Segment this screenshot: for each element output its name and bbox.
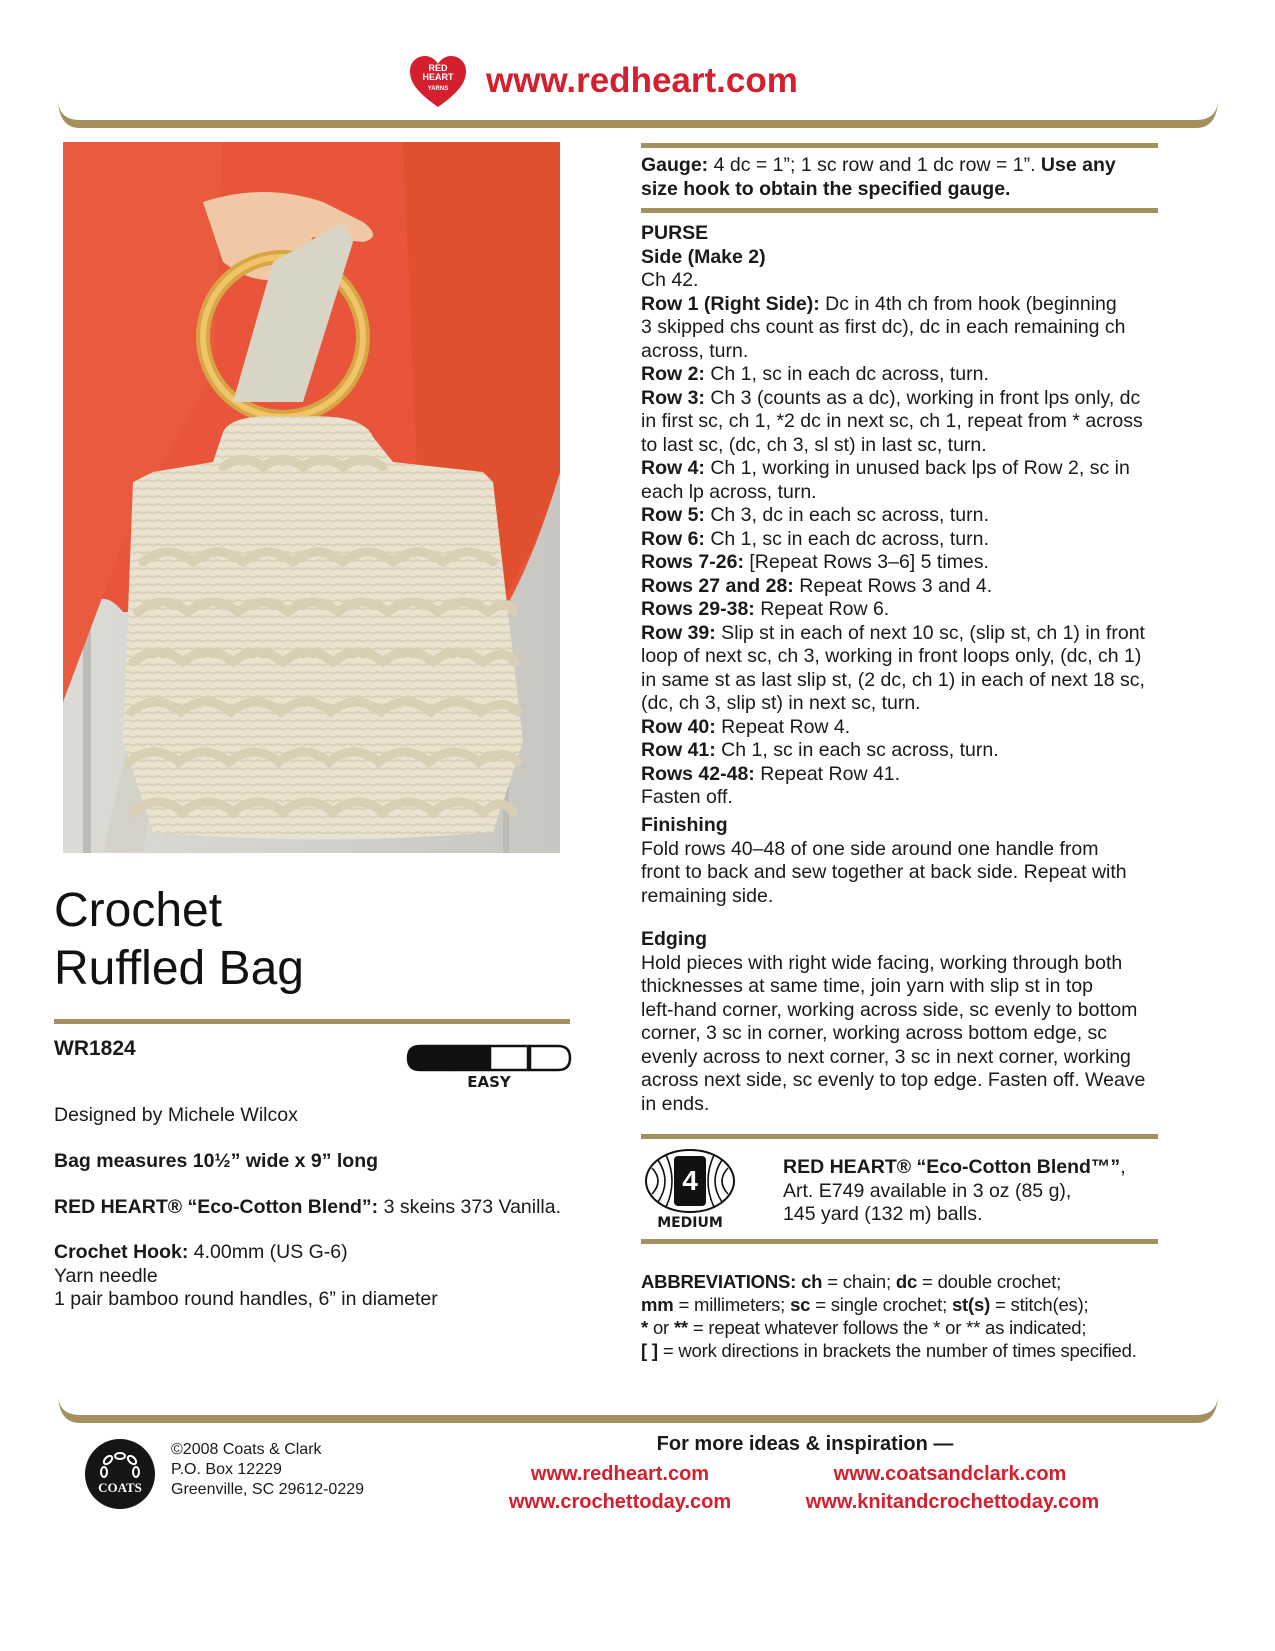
row-label: Row 40: — [641, 715, 716, 738]
bag-photo — [63, 142, 560, 853]
title-rule — [54, 1019, 570, 1024]
abbrev-term: dc — [895, 1271, 918, 1292]
row-text: Ch 3, dc in each sc across, turn. — [704, 504, 989, 526]
row-instruction — [641, 293, 1145, 317]
skill-level-bars — [406, 1044, 572, 1072]
row-continuation: in same st as last slip st, (2 dc, ch 1) in each of next 18 sc, — [641, 668, 1145, 691]
row-text: Repeat Row 4. — [715, 715, 851, 738]
row-text: Repeat Row 6. — [754, 598, 890, 620]
yarn-weight-label: MEDIUM — [657, 1215, 723, 1231]
yarn-article: Art. E749 available in 3 oz (85 g), — [783, 1179, 1072, 1202]
chain-start: Ch 42. — [641, 269, 699, 291]
logo-text-yarns: YARNS — [427, 86, 449, 92]
hook-label: Crochet Hook: — [54, 1241, 189, 1263]
gauge-note-1: Use any — [1035, 154, 1116, 176]
row-continuation: across, turn. — [641, 339, 749, 362]
row-instruction — [641, 763, 1145, 787]
finishing — [641, 814, 1127, 908]
bag-measurements: Bag measures 10½” wide x 9” long — [54, 1150, 379, 1172]
rows-list — [641, 293, 1145, 787]
footer-link-coatsandclark[interactable]: www.coatsandclark.com — [833, 1463, 1067, 1485]
handles: 1 pair bamboo round handles, 6” in diameter — [54, 1288, 438, 1310]
row-continuation: in first sc, ch 1, *2 dc in next sc, ch 1, repeat from * across — [641, 410, 1143, 432]
row-label: Rows 29-38: — [641, 598, 755, 620]
row-instruction — [641, 716, 1145, 740]
header-swoosh — [58, 98, 1218, 130]
row-label: Row 2: — [641, 363, 705, 385]
row-text: Repeat Rows 3 and 4. — [793, 574, 993, 597]
fasten-off: Fasten off. — [641, 786, 733, 808]
pattern-title — [54, 882, 304, 998]
yarn-name-tail: , — [1120, 1156, 1126, 1178]
row-continuation: 3 skipped chs count as first dc), dc in each remaining ch — [641, 316, 1126, 338]
row-continuation: (dc, ch 3, slip st) in next sc, turn. — [641, 692, 921, 714]
abbrev-text: = repeat whatever follows the * or ** as indicated; — [687, 1317, 1087, 1338]
row-text: Ch 1, sc in each sc across, turn. — [715, 739, 999, 761]
row-instruction — [641, 598, 1145, 622]
abbrev-text: = work directions in brackets the number of times specified. — [657, 1340, 1137, 1361]
finishing-line: remaining side. — [641, 884, 774, 907]
copyright: ©2008 Coats & Clark — [171, 1441, 322, 1458]
yarn-requirement — [54, 1196, 561, 1220]
row-text: Ch 1, sc in each dc across, turn. — [704, 527, 989, 550]
side-heading: Side (Make 2) — [641, 245, 766, 268]
row-instruction — [641, 575, 1145, 599]
gauge-label: Gauge: — [641, 154, 709, 176]
footer-swoosh — [58, 1393, 1218, 1425]
row-text: Dc in 4th ch from hook (beginning — [819, 292, 1117, 315]
header-url[interactable]: www.redheart.com — [486, 61, 798, 100]
footer-link-redheart[interactable]: www.redheart.com — [530, 1463, 710, 1485]
company-address — [171, 1440, 364, 1500]
row-label: Rows 42-48: — [641, 762, 755, 785]
coats-logo — [84, 1438, 156, 1510]
finishing-heading: Finishing — [641, 814, 728, 836]
yarn-weight-number: 4 — [682, 1165, 698, 1196]
abbrev-term: sc — [790, 1294, 811, 1315]
abbreviations — [641, 1270, 1137, 1362]
row-instruction — [641, 739, 1145, 763]
yarn-weight-icon — [644, 1148, 736, 1234]
skill-level-label: EASY — [467, 1073, 511, 1091]
coats-logo-text: COATS — [98, 1480, 142, 1495]
abbrev-term: [ ] — [641, 1340, 658, 1361]
edging-line: left-hand corner, working across side, sc evenly to bottom — [641, 998, 1138, 1021]
more-ideas: For more ideas & inspiration — — [656, 1433, 954, 1455]
edging-line: thicknesses at same time, join yarn with slip st in top — [641, 975, 1093, 997]
row-text: Slip st in each of next 10 sc, (slip st, ch 1) in front — [715, 621, 1145, 644]
edging-heading: Edging — [641, 928, 708, 950]
row-label: Row 39: — [641, 621, 716, 644]
row-continuation: each lp across, turn. — [641, 480, 817, 503]
yarn-details — [783, 1156, 1126, 1227]
edging-line: in ends. — [641, 1092, 710, 1115]
edging — [641, 928, 1145, 1116]
row-label: Row 1 (Right Side): — [641, 292, 820, 315]
abbrev-text: or — [648, 1317, 674, 1338]
needle: Yarn needle — [54, 1264, 158, 1287]
gauge-value: 4 dc = 1”; 1 sc row and 1 dc row = 1”. — [708, 154, 1036, 176]
row-label: Rows 7-26: — [641, 551, 744, 573]
row-continuation: to last sc, (dc, ch 3, sl st) in last sc, turn. — [641, 433, 987, 456]
hook-value: 4.00mm (US G-6) — [188, 1241, 348, 1263]
abbrev-text: = stitch(es); — [990, 1294, 1089, 1315]
row-label: Row 3: — [641, 386, 705, 409]
purse-instructions — [641, 222, 1145, 810]
row-instruction — [641, 387, 1145, 411]
row-text: Ch 1, working in unused back lps of Row 2, sc in — [704, 457, 1130, 479]
materials — [54, 1241, 438, 1312]
gauge-note-2: size hook to obtain the specified gauge. — [641, 177, 1011, 200]
purse-heading: PURSE — [641, 222, 709, 244]
abbrev-term: st(s) — [951, 1294, 991, 1315]
abbrev-text: = single crochet; — [810, 1294, 952, 1315]
row-instruction — [641, 504, 1145, 528]
abbrev-text: = double crochet; — [917, 1271, 1062, 1292]
abbrev-text: = chain; — [822, 1271, 896, 1292]
row-label: Row 41: — [641, 739, 716, 761]
title-line-2: Ruffled Bag — [54, 942, 304, 995]
finishing-line: front to back and sew together at back side. Repeat with — [641, 861, 1127, 883]
row-instruction — [641, 551, 1145, 575]
row-label: Row 4: — [641, 457, 705, 479]
edging-line: corner, 3 sc in corner, working across bottom edge, sc — [641, 1022, 1108, 1044]
finishing-line: Fold rows 40–48 of one side around one handle from — [641, 837, 1099, 860]
footer-link-knitandcrochettoday[interactable]: www.knitandcrochettoday.com — [805, 1491, 1100, 1513]
abbrev-term: ** — [673, 1317, 688, 1338]
yarn-name: RED HEART® “Eco-Cotton Blend™” — [783, 1156, 1121, 1178]
footer-link-crochettoday[interactable]: www.crochettoday.com — [508, 1491, 732, 1513]
row-instruction — [641, 457, 1145, 481]
logo-text-red: RED — [428, 63, 448, 73]
edging-line: evenly across to next corner, 3 sc in next corner, working — [641, 1045, 1131, 1068]
city: Greenville, SC 29612-0229 — [171, 1481, 365, 1498]
row-instruction — [641, 622, 1145, 646]
pattern-code: WR1824 — [54, 1037, 136, 1060]
title-line-1: Crochet — [54, 884, 223, 937]
yarn-rule-top — [641, 1134, 1158, 1139]
yarn-label: RED HEART® “Eco-Cotton Blend”: — [54, 1196, 379, 1218]
edging-line: across next side, sc evenly to top edge. Fasten off. Weave — [641, 1069, 1146, 1091]
row-label: Row 5: — [641, 504, 705, 526]
yarn-value: 3 skeins 373 Vanilla. — [378, 1196, 562, 1218]
abbrev-term: mm — [641, 1294, 674, 1315]
po-box: P.O. Box 12229 — [171, 1461, 282, 1478]
yarn-rule-bottom — [641, 1239, 1158, 1244]
row-label: Rows 27 and 28: — [641, 574, 794, 597]
edging-line: Hold pieces with right wide facing, working through both — [641, 951, 1123, 974]
abbrev-text: = millimeters; — [673, 1294, 791, 1315]
row-text: Ch 3 (counts as a dc), working in front lps only, dc — [704, 386, 1141, 409]
yarn-yardage: 145 yard (132 m) balls. — [783, 1203, 983, 1225]
gauge — [641, 154, 1116, 201]
abbrev-term: * — [641, 1317, 648, 1338]
row-instruction — [641, 528, 1145, 552]
row-instruction — [641, 363, 1145, 387]
row-text: [Repeat Rows 3–6] 5 times. — [743, 551, 989, 573]
skill-level — [406, 1044, 572, 1094]
logo-text-heart: HEART — [422, 72, 454, 82]
row-label: Row 6: — [641, 527, 705, 550]
row-text: Ch 1, sc in each dc across, turn. — [704, 363, 989, 385]
row-text: Repeat Row 41. — [754, 762, 901, 785]
gauge-rule-top — [641, 143, 1158, 148]
designer: Designed by Michele Wilcox — [54, 1104, 298, 1126]
abbrev-heading: ABBREVIATIONS: — [641, 1271, 797, 1292]
row-continuation: loop of next sc, ch 3, working in front loops only, (dc, ch 1) — [641, 645, 1142, 667]
gauge-rule-bottom — [641, 208, 1158, 213]
abbrev-term: ch — [801, 1271, 823, 1292]
